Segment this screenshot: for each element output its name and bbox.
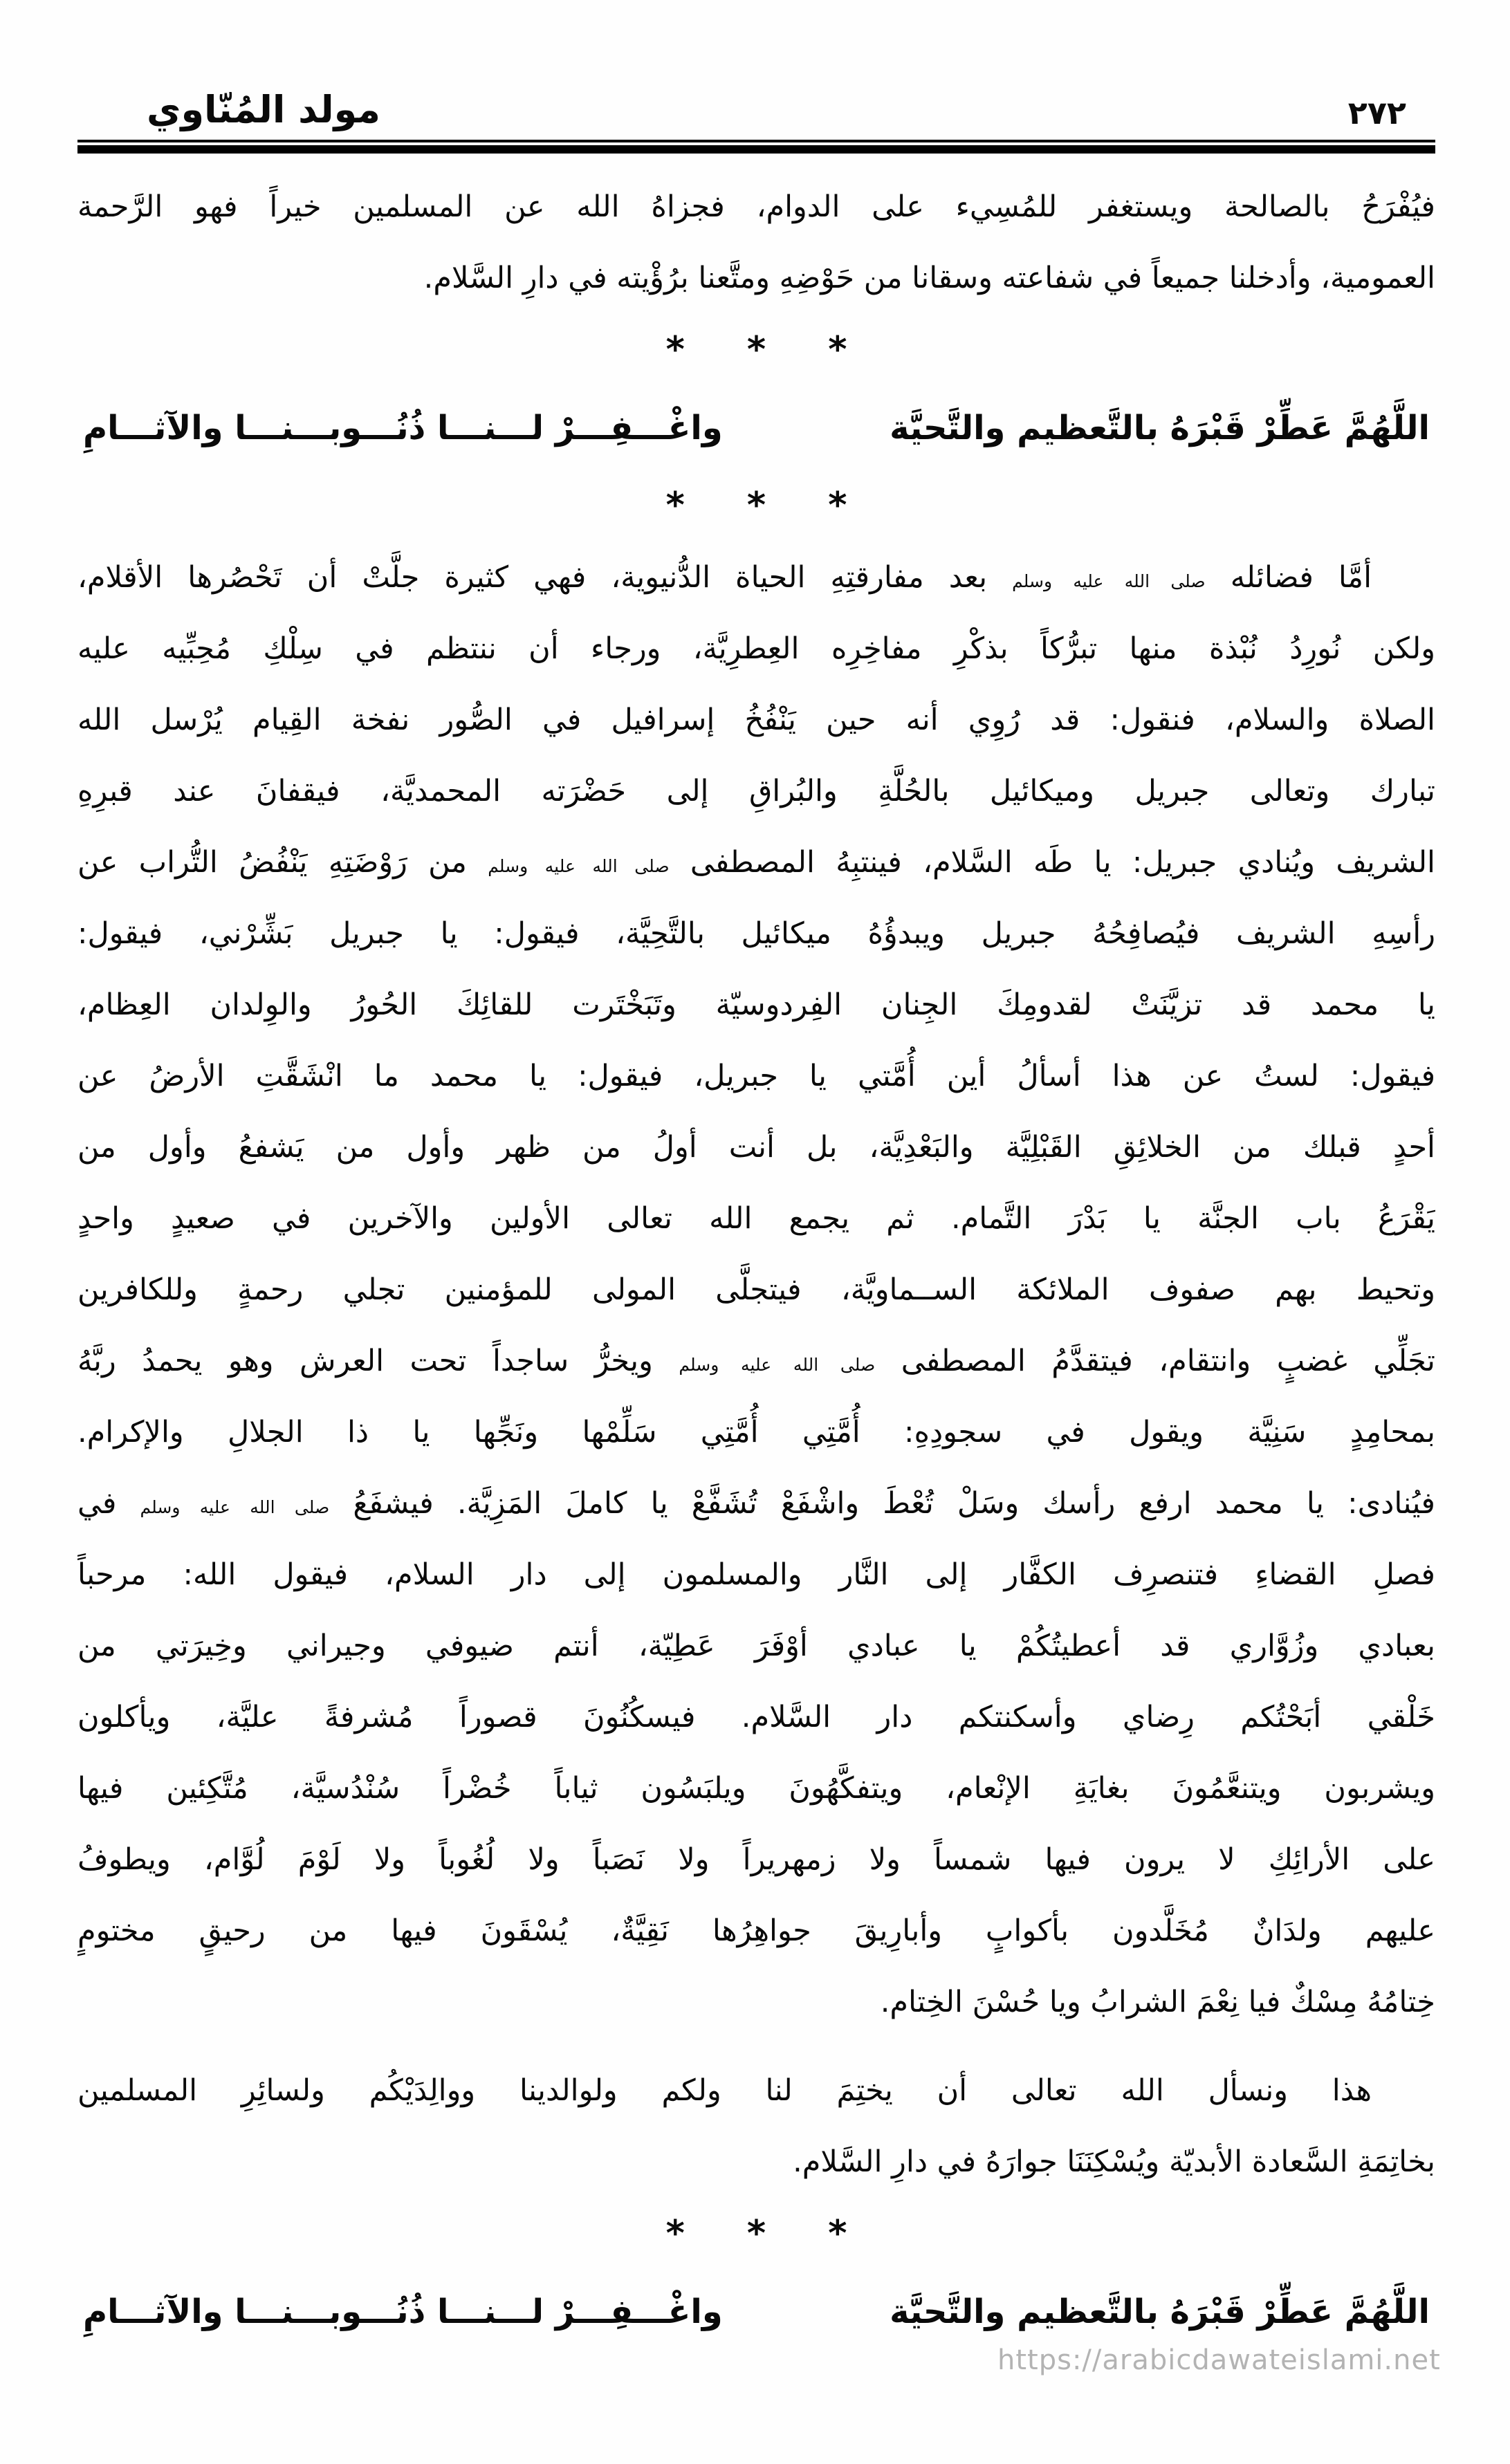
honorific-mark: صلى الله عليه وسلم [140, 1497, 330, 1517]
text-line: ولكن نُورِدُ نُبْذة منها تبرُّكاً بذكْرِ مفاخِرِه العِطرِيَّة، ورجاء أن ننتظم في سِلْكِ مُحِبِّيه عليه [77, 631, 1435, 666]
text-line: خِتامُهُ مِسْكٌ فيا نِعْمَ الشرابُ ويا حُسْنَ الخِتام. [880, 1985, 1435, 2019]
dua-hemistich-right: اللَّهُمَّ عَطِّرْ قَبْرَهُ بالتَّعظيم والتَّحيَّة [890, 409, 1430, 447]
dua-hemistich-right: اللَّهُمَّ عَطِّرْ قَبْرَهُ بالتَّعظيم والتَّحيَّة [890, 2292, 1430, 2331]
text-line: العمومية، وأدخلنا جميعاً في شفاعته وسقانا من حَوْضِهِ ومتَّعنا برُؤْيته في دارِ السَّلام. [423, 261, 1435, 295]
book-title: مولد المُنّاوي [147, 88, 380, 131]
honorific-mark: صلى الله عليه وسلم [488, 856, 670, 876]
dua-hemistich-left: واغْـــفِـــرْ لـــنـــا ذُنُـــوبـــنـــا والآثـــامِ [83, 409, 723, 447]
honorific-mark: صلى الله عليه وسلم [679, 1355, 876, 1375]
text-line: بعبادي وزُوَّاري قد أعطيتُكُمْ يا عبادي أوْفَرَ عَطِيّة، أنتم ضيوفي وجيراني وخِيرَتي من [77, 1629, 1435, 1663]
text-line: هذا ونسأل الله تعالى أن يختِمَ لنا ولكم ولوالدينا ووالِدَيْكُم ولسائِرِ المسلمين [77, 2073, 1372, 2108]
text-line: أمَّا فضائله صلى الله عليه وسلم بعد مفارقتِهِ الحياة الدُّنيوية، فهي كثيرة جلَّتْ أن تَحْصُرها الأقلام، [77, 560, 1372, 595]
text-line: فيُفْرَحُ بالصالحة ويستغفر للمُسِيء على الدوام، فجزاهُ الله عن المسلمين خيراً فهو الرَّحمة [77, 189, 1435, 224]
page-number: ٢٧٢ [1347, 94, 1406, 131]
text-line: فيُنادى: يا محمد ارفع رأسك وسَلْ تُعْطَ واشْفَعْ تُشَفَّعْ يا كاملَ المَزِيَّة. فيشفَعُ صلى الله عليه وسلم في [77, 1486, 1435, 1521]
site-watermark: https://arabicdawateislami.net [997, 2344, 1441, 2376]
paragraph-1 [77, 172, 1435, 314]
star-separator: * * * [665, 329, 847, 371]
text-line: وتحيط بهم صفوف الملائكة الســماويَّة، فيتجلَّى المولى للمؤمنين تجلي رحمةٍ وللكافرين [77, 1272, 1435, 1307]
running-head [77, 50, 1435, 136]
text-line: فيقول: لستُ عن هذا أسألُ أين أُمَّتي يا جبريل، فيقول: يا محمد ما انْشَقَّتِ الأرضُ عن [77, 1059, 1435, 1093]
paragraph-2 [77, 542, 1435, 2038]
text-line: بخاتِمَةِ السَّعادة الأبديّة ويُسْكِنَنَا جوارَهُ في دارِ السَّلام. [793, 2145, 1435, 2179]
dua-couplet [77, 387, 1435, 470]
star-separator: * * * [665, 2213, 847, 2254]
text-line: الشريف ويُنادي جبريل: يا طَه السَّلام، فينتبِهُ المصطفى صلى الله عليه وسلم من رَوْضَتِهِ يَنْفُضُ التُّراب عن [77, 845, 1435, 880]
text-line: تجَلِّي غضبٍ وانتقام، فيتقدَّمُ المصطفى صلى الله عليه وسلم ويخرُّ ساجداً تحت العرش وهو يحمدُ ربَّهُ [77, 1344, 1435, 1378]
paragraph-3 [77, 2055, 1435, 2198]
dua-hemistich-left: واغْـــفِـــرْ لـــنـــا ذُنُـــوبـــنـــا والآثـــامِ [83, 2292, 723, 2331]
text-line: فصلِ القضاءِ فتنصرِف الكفَّار إلى النَّار والمسلمون إلى دار السلام، فيقول الله: مرحباً [77, 1557, 1435, 1592]
text-line: الصلاة والسلام، فنقول: قد رُوِي أنه حين يَنْفُخُ إسرافيل في الصُّور نفخة القِيام يُرْسل الله [77, 703, 1435, 737]
text-line: بمحامِدٍ سَنِيَّة ويقول في سجودِهِ: أُمَّتِي أُمَّتِي سَلِّمْها ونَجِّها يا ذا الجلالِ والإكرام. [77, 1415, 1435, 1449]
text-line: يَقْرَعُ باب الجنَّة يا بَدْرَ التَّمام. ثم يجمع الله تعالى الأولين والآخرين في صعيدٍ واحدٍ [77, 1201, 1435, 1236]
text-line: رأسِهِ الشريف فيُصافِحُهُ جبريل ويبدؤُهُ ميكائيل بالتَّحِيَّة، فيقول: يا جبريل بَشِّرْني، فيقول: [77, 916, 1435, 951]
text-line: يا محمد قد تزيَّنَتْ لقدومِكَ الجِنان الفِردوسيّة وتَبَخْتَرت للقائِكَ الحُورُ والوِلدان العِظام، [77, 988, 1435, 1022]
text-line: خَلْقي أبَحْتُكم رِضاي وأسكنتكم دار السَّلام. فيسكُنُونَ قصوراً مُشرفةً عليَّة، ويأكلون [77, 1700, 1435, 1734]
honorific-mark: صلى الله عليه وسلم [1012, 571, 1206, 591]
text-line: عليهم ولدَانٌ مُخَلَّدون بأكوابٍ وأبارِيقَ جواهِرُها نَقِيَّةٌ، يُسْقَونَ فيها من رحيقٍ مختومٍ [77, 1914, 1435, 1948]
text-line: تبارك وتعالى جبريل وميكائيل بالحُلَّةِ والبُراقِ إلى حَضْرَته المحمديَّة، فيقفانَ عند قبرِهِ [77, 774, 1435, 808]
text-line: على الأرائِكِ لا يرون فيها شمساً ولا زمهريراً ولا نَصَباً ولا لُغُوباً ولا لَوْمَ لُوَّام، ويطوفُ [77, 1842, 1435, 1877]
text-line: ويشربون ويتنعَّمُونَ بغايَةِ الإنْعام، ويتفكَّهُونَ ويلبَسُون ثياباً خُضْراً سُنْدُسيَّة، مُتَّكِئين فيها [77, 1771, 1435, 1806]
header-rule [77, 140, 1435, 154]
text-line: أحدٍ قبلك من الخلائِقِ القَبْلِيَّة والبَعْدِيَّة، بل أنت أولُ من ظهر وأول من يَشفعُ وأول من [77, 1130, 1435, 1165]
dua-couplet-repeat [77, 2270, 1435, 2353]
star-separator: * * * [665, 485, 847, 526]
